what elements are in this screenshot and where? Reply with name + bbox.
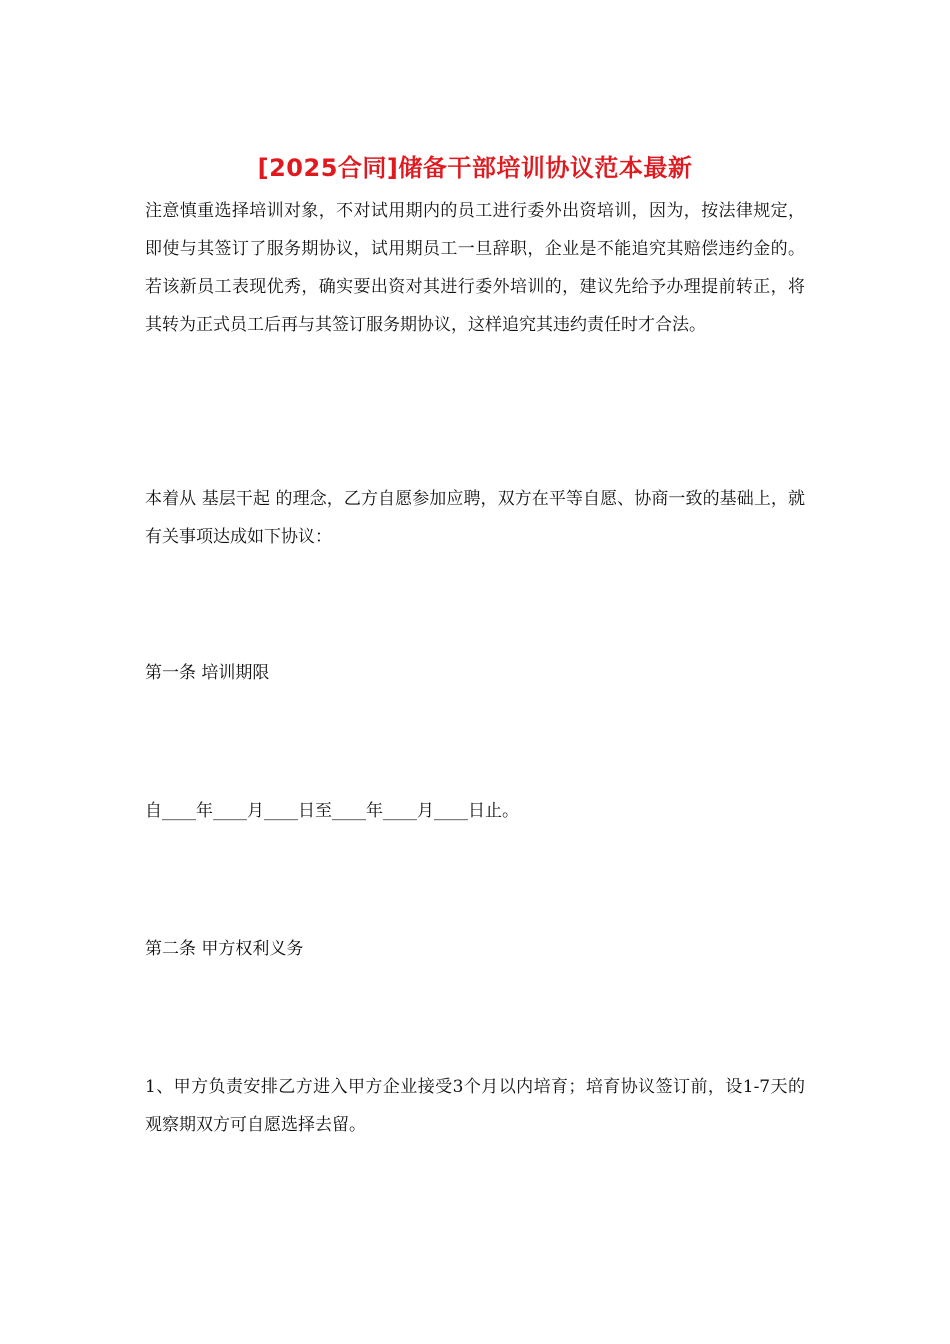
article-2-heading: 第二条 甲方权利义务 xyxy=(145,939,304,959)
paragraph-training-selection-note: 注意慎重选择培训对象，不对试用期内的员工进行委外出资培训，因为，按法律规定，即使与其签订了服务期协议，试用期员工一旦辞职，企业是不能追究其赔偿违约金的。若该新员工表现优秀，确实要出资对其进行委外培训的，建议先给予办理提前转正，将其转为正式员工后再与其签订服务期协议，这样追究其违约责任时才合法。 xyxy=(145,201,805,335)
article-1-heading: 第一条 培训期限 xyxy=(145,663,270,683)
paragraph-agreement-preamble: 本着从 基层干起 的理念，乙方自愿参加应聘，双方在平等自愿、协商一致的基础上，就有关事项达成如下协议： xyxy=(145,489,805,547)
training-period-line: 自____年____月____日至____年____月____日止。 xyxy=(145,801,519,821)
document-title: [2025合同]储备干部培训协议范本最新 xyxy=(257,154,693,182)
article-2-clause-1: 1、甲方负责安排乙方进入甲方企业接受3个月以内培育；培育协议签订前，设1-7天的观察期双方可自愿选择去留。 xyxy=(145,1077,805,1135)
